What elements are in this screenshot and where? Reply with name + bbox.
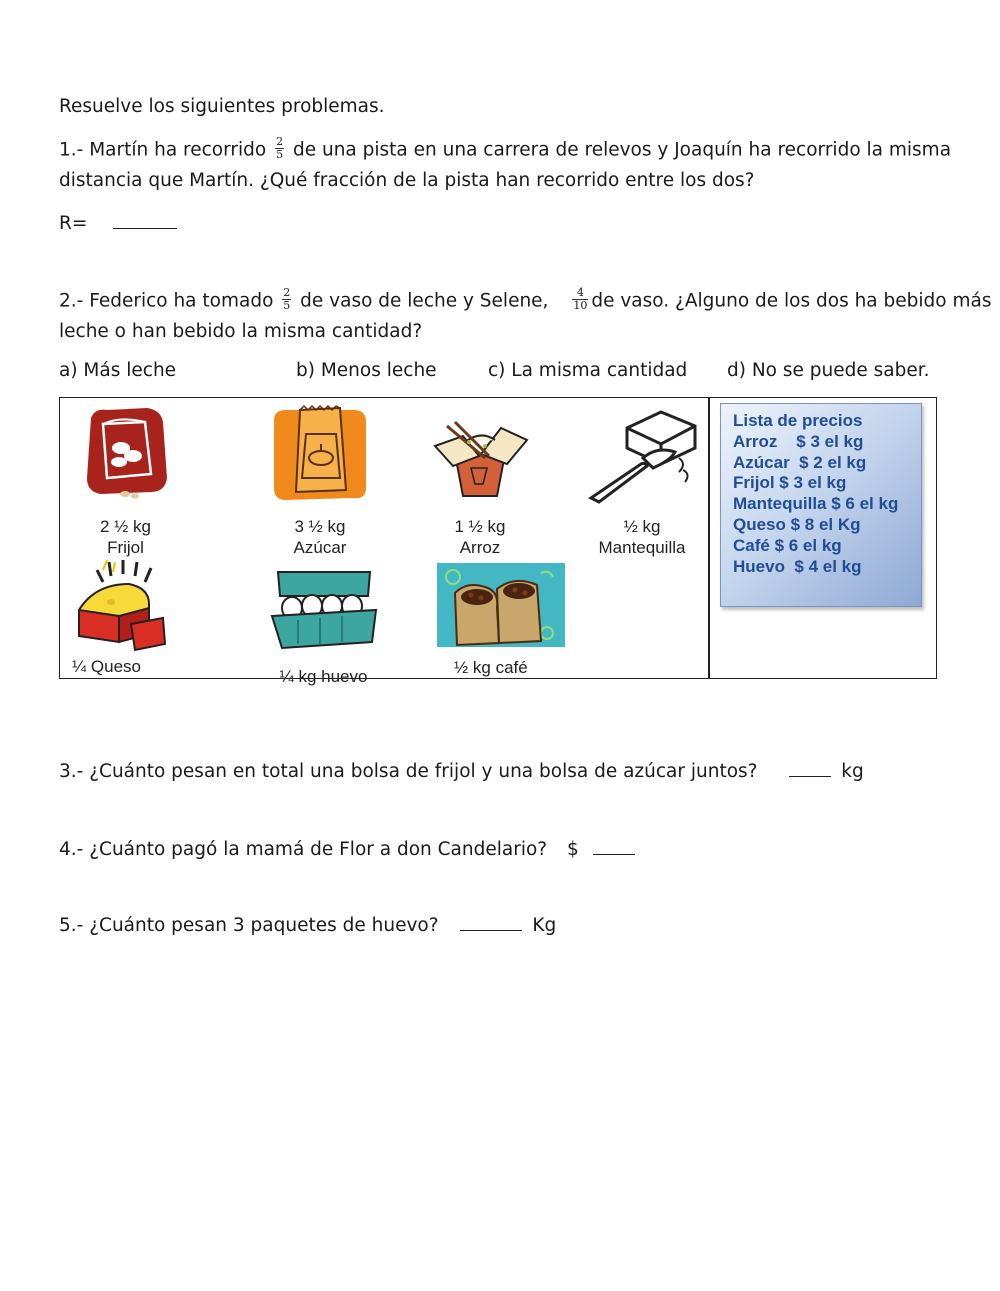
azucar-qty: 3 ½ kg — [294, 517, 346, 536]
arroz-qty: 1 ½ kg — [454, 517, 506, 536]
product-azucar — [265, 404, 375, 558]
price-item: Frijol $ 3 el kg — [733, 473, 847, 493]
question-4 — [59, 836, 635, 860]
products-panel — [59, 397, 937, 686]
option-a[interactable]: a) Más leche — [59, 360, 177, 381]
q3-text: 3.- ¿Cuánto pesan en total una bolsa de frijol y una bolsa de azúcar juntos? — [59, 761, 758, 782]
price-item: Mantequilla $ 6 el kg — [733, 494, 899, 514]
rice-box-icon — [425, 418, 535, 500]
butter-knife-icon — [583, 404, 701, 504]
sugar-bag-icon — [270, 404, 370, 500]
coffee-sacks-icon — [437, 563, 565, 647]
mantequilla-name: Mantequilla — [598, 538, 686, 557]
price-item: Huevo $ 4 el kg — [733, 556, 862, 576]
cafe-label: ½ kg café — [454, 658, 528, 677]
product-arroz — [425, 418, 535, 558]
cheese-icon — [69, 558, 169, 652]
price-item: Café $ 6 el kg — [733, 535, 842, 555]
fraction-two-fifths: $\frac{2}{5}$ — [283, 286, 291, 312]
frijol-qty: 2 ½ kg — [99, 517, 152, 536]
answer-label: R= — [59, 213, 88, 234]
product-huevo — [256, 566, 391, 687]
option-c[interactable]: c) La misma cantidad — [488, 360, 688, 381]
q2-text-a: 2.- Federico ha tomado — [59, 290, 280, 312]
product-queso — [64, 558, 174, 677]
q2-text-b: de vaso de leche y Selene, — [294, 290, 555, 312]
answer-4-blank[interactable] — [593, 836, 635, 855]
price-list — [720, 403, 922, 607]
price-item: Arroz $ 3 el kg — [733, 431, 864, 451]
answer-1-row — [59, 210, 177, 234]
answer-3-blank[interactable] — [789, 758, 831, 777]
option-d[interactable]: d) No se puede saber. — [727, 360, 930, 381]
question-2-line-2: leche o han bebido la misma cantidad? — [59, 321, 423, 342]
bean-bag-icon — [81, 404, 171, 500]
q1-text-b: de una pista en una carrera de relevos y Joaquín ha recorrido la misma — [287, 139, 952, 161]
fraction-two-fifths: $\frac{2}{5}$ — [276, 135, 284, 161]
panel-divider — [708, 398, 710, 678]
fraction-four-tenths: $\frac{4}{10}$ — [573, 286, 588, 312]
q1-text-a: 1.- Martín ha recorrido — [59, 139, 273, 161]
question-2-line-1 — [59, 286, 992, 314]
product-mantequilla — [580, 404, 704, 558]
q5-text: 5.- ¿Cuánto pesan 3 paquetes de huevo? — [59, 915, 439, 936]
price-item: Azúcar $ 2 el kg — [733, 452, 867, 472]
azucar-name: Azúcar — [293, 538, 347, 557]
q4-text: 4.- ¿Cuánto pagó la mamá de Flor a don Candelario? — [59, 839, 548, 860]
price-list-title: Lista de precios — [733, 411, 863, 430]
product-cafe — [436, 563, 566, 678]
mantequilla-qty: ½ kg — [623, 517, 661, 536]
arroz-name: Arroz — [459, 538, 501, 557]
option-b[interactable]: b) Menos leche — [296, 360, 437, 381]
price-item: Queso $ 8 el Kg — [733, 514, 861, 534]
queso-label: ¼ Queso — [72, 657, 141, 676]
huevo-label: ¼ kg huevo — [279, 667, 368, 686]
question-1-line-1 — [59, 135, 952, 163]
answer-1-blank[interactable] — [113, 210, 177, 229]
q4-currency: $ — [567, 839, 579, 860]
answer-5-blank[interactable] — [460, 912, 522, 931]
question-5 — [59, 912, 556, 936]
q5-unit: Kg — [532, 915, 557, 936]
question-1-line-2: distancia que Martín. ¿Qué fracción de la pista han recorrido entre los dos? — [59, 170, 755, 191]
instructions: Resuelve los siguientes problemas. — [59, 96, 385, 117]
product-frijol — [78, 404, 173, 558]
frijol-name: Frijol — [107, 538, 144, 557]
egg-carton-icon — [264, 566, 384, 652]
q2-text-c: de vaso. ¿Alguno de los dos ha bebido más — [591, 290, 992, 312]
q3-unit: kg — [841, 761, 864, 782]
question-3 — [59, 758, 864, 782]
